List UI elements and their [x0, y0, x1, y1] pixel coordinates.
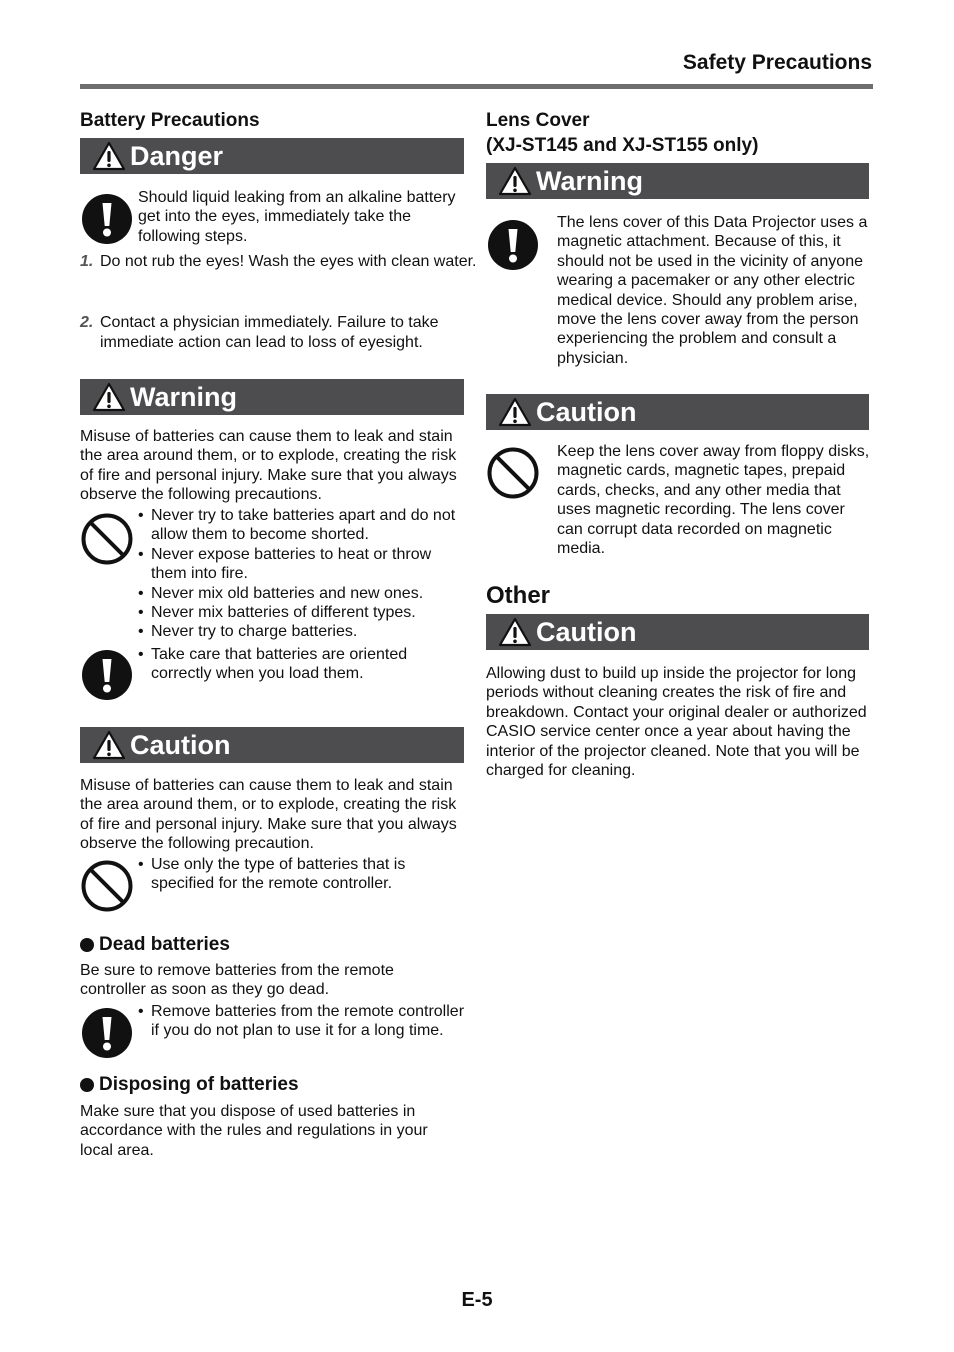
- lens-warning-label: Warning: [536, 166, 643, 196]
- dead-batteries-title: Dead batteries: [99, 934, 230, 955]
- disposing-heading: [80, 1073, 299, 1097]
- warning-text: Misuse of batteries can cause them to leak and stain the area around them, or to explode, creating the risk of fire and personal injury. Make sure that you always observe the following precautions.: [80, 428, 457, 504]
- bullet-dot-icon: [80, 1078, 94, 1092]
- prohibited-icon: [81, 513, 133, 565]
- list-item: • Never mix batteries of different types.: [138, 603, 464, 622]
- warning-triangle-icon: [498, 166, 532, 196]
- other-caution-label: Caution: [536, 617, 637, 647]
- mandatory-exclamation-icon: [81, 649, 133, 701]
- lens-warning-text: The lens cover of this Data Projector uses a magnetic attachment. Because of this, it should not be used in the vicinity of anyone wearing a pacemaker or any other electric medical device. Should any problem arise, move the lens cover away from the person experiencing the problem and consult a physician.: [557, 214, 868, 367]
- other-heading: Other: [486, 582, 551, 609]
- warning-banner: [80, 379, 464, 415]
- list-item: • Never mix old batteries and new ones.: [138, 584, 464, 603]
- dead-batteries-mandatory-list: [138, 1002, 464, 1041]
- lens-warning-banner: [486, 163, 869, 199]
- warning-triangle-icon: [92, 730, 126, 760]
- warning-triangle-icon: [498, 617, 532, 647]
- step-number: 1.: [80, 253, 94, 270]
- warning-mandatory-list: [138, 645, 464, 684]
- page-header-title: Safety Precautions: [682, 51, 872, 74]
- lens-cover-heading: [486, 108, 758, 158]
- battery-precautions-heading: Battery Precautions: [80, 110, 260, 131]
- danger-step-2: [80, 313, 484, 352]
- list-item: • Use only the type of batteries that is specified for the remote controller.: [138, 855, 464, 894]
- danger-intro: Should liquid leaking from an alkaline battery get into the eyes, immediately take the following steps.: [138, 189, 456, 245]
- step-number: 2.: [80, 314, 94, 332]
- mandatory-exclamation-icon: [81, 193, 133, 245]
- bullet-dot-icon: [80, 938, 94, 952]
- prohibited-icon: [487, 447, 539, 499]
- prohibited-icon: [81, 860, 133, 912]
- page-number: E-5: [461, 1289, 493, 1311]
- lens-caution-text: Keep the lens cover away from floppy disks, magnetic cards, magnetic tapes, prepaid cards, checks, and any other media that uses magnetic recording. The lens cover can corrupt data recorded on magnetic media.: [557, 443, 870, 558]
- other-caution-text: Allowing dust to build up inside the projector for long periods without cleaning creates the risk of fire and breakdown. Contact your original dealer or authorized CASIO service center once a year about having the interior of the projector cleaned. Note that you will be charged for cleaning.: [486, 665, 867, 780]
- caution-label: Caution: [130, 730, 231, 760]
- list-item: • Never try to charge batteries.: [138, 622, 464, 641]
- other-caution-banner: [486, 614, 869, 650]
- caution-prohibited-list: [138, 855, 464, 894]
- step-text: Contact a physician immediately. Failure to take immediate action can lead to loss of eyesight.: [100, 314, 439, 351]
- warning-triangle-icon: [92, 382, 126, 412]
- dead-batteries-heading: [80, 933, 230, 957]
- step-text: Do not rub the eyes! Wash the eyes with clean water.: [100, 253, 477, 270]
- lens-cover-title: Lens Cover: [486, 110, 590, 131]
- lens-caution-label: Caution: [536, 397, 637, 427]
- warning-triangle-icon: [498, 397, 532, 427]
- list-item: • Remove batteries from the remote controller if you do not plan to use it for a long time.: [138, 1002, 464, 1041]
- lens-caution-banner: [486, 394, 869, 430]
- danger-banner: [80, 138, 464, 174]
- danger-label: Danger: [130, 141, 224, 171]
- warning-label: Warning: [130, 382, 237, 412]
- disposing-text: Make sure that you dispose of used batteries in accordance with the rules and regulations in your local area.: [80, 1103, 428, 1159]
- list-item: • Never expose batteries to heat or throw them into fire.: [138, 545, 464, 584]
- disposing-title: Disposing of batteries: [99, 1074, 299, 1095]
- warning-triangle-icon: [92, 141, 126, 171]
- list-item: • Take care that batteries are oriented correctly when you load them.: [138, 645, 464, 684]
- danger-step-1: [80, 252, 484, 271]
- caution-text: Misuse of batteries can cause them to leak and stain the area around them, or to explode, creating the risk of fire and personal injury. Make sure that you always observe the following precaution.: [80, 777, 457, 853]
- mandatory-exclamation-icon: [81, 1007, 133, 1059]
- lens-cover-models: (XJ-ST145 and XJ-ST155 only): [486, 135, 759, 156]
- mandatory-exclamation-icon: [487, 219, 539, 271]
- dead-batteries-text: Be sure to remove batteries from the remote controller as soon as they go dead.: [80, 962, 394, 999]
- caution-banner: [80, 727, 464, 763]
- header-rule: [80, 84, 873, 89]
- warning-prohibited-list: [138, 506, 464, 642]
- list-item: • Never try to take batteries apart and do not allow them to become shorted.: [138, 506, 464, 545]
